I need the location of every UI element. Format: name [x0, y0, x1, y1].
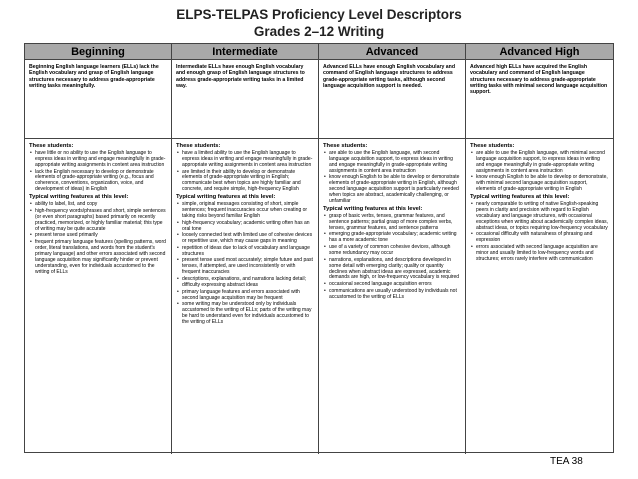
list-item: • high-frequency words/phrases and short, simple sentences (or even short paragraphs) based primarily on recently practiced, memorized, or highly familiar material; this type of writing may be quite accurate [35, 209, 167, 233]
list-item: • occasional second language acquisition errors [329, 282, 461, 288]
students-list [29, 151, 167, 193]
list-item: • errors associated with second language acquisition are minor and usually limited to low-frequency words and structures; errors rarely interfere with communication [476, 245, 609, 263]
list-item: • repetition of ideas due to lack of vocabulary and language structures [182, 246, 314, 258]
students-list [470, 151, 609, 193]
list-item: • have a limited ability to use the English language to express ideas in writing and engage meaningfully in grade-appropriate writing assignments in content area instruction [182, 151, 314, 169]
header-advanced-high: Advanced High [466, 44, 613, 60]
features-heading: Typical writing features at this level: [29, 194, 129, 201]
features-list [29, 202, 167, 275]
list-item: • primary language features and errors associated with second language acquisition may be frequent [182, 290, 314, 302]
list-item: • narrations, explanations, and descriptions developed in some detail with emerging clarity; quality or quantity declines when abstract ideas are expressed, academic demands are high, or low-frequency vocabulary is required [329, 258, 461, 282]
details-advanced [319, 139, 466, 454]
features-heading: Typical writing features at this level: [470, 194, 570, 201]
proficiency-table [24, 43, 614, 453]
students-heading: These students: [470, 143, 515, 149]
list-item: • present tense used most accurately; simple future and past tenses, if attempted, are used inconsistently or with frequent inaccuracies [182, 258, 314, 276]
page-footer: TEA 38 [550, 456, 583, 467]
details-intermediate [172, 139, 319, 454]
list-item: • lack the English necessary to develop or demonstrate elements of grade-appropriate writing (e.g., focus and coherence, conventions, organization, voice, and development of ideas) in English [35, 170, 167, 194]
description-advanced-high: Advanced high ELLs have acquired the English vocabulary and command of English language structures necessary to address grade-appropriate writing tasks with minimal second language acquisition support. [466, 60, 613, 139]
details-advanced-high [466, 139, 613, 454]
description-beginning: Beginning English language learners (ELLs) lack the English vocabulary and grasp of English language structures necessary to address grade-appropriate writing tasks meaningfully. [25, 60, 172, 139]
features-list [176, 202, 314, 326]
list-item: • nearly comparable to writing of native English-speaking peers in clarity and precision with regard to English vocabulary and language structures, with occasional exceptions when writing about academically complex ideas, abstract ideas, or topics requiring low-frequency vocabulary [476, 202, 609, 232]
header-intermediate: Intermediate [172, 44, 319, 60]
list-item: • ability to label, list, and copy [35, 202, 167, 208]
list-item: • are able to use the English language, with second language acquisition support, to express ideas in writing and engage meaningfully in grade-appropriate writing assignments in content area instruction [329, 151, 461, 175]
students-heading: These students: [176, 143, 221, 149]
header-advanced: Advanced [319, 44, 466, 60]
features-list [470, 202, 609, 263]
list-item: • high-frequency vocabulary; academic writing often has an oral tone [182, 221, 314, 233]
list-item: • some writing may be understood only by individuals accustomed to the writing of ELLs; parts of the writing may be hard to understand even for individuals accustomed to the writing of ELLs [182, 302, 314, 326]
list-item: • descriptions, explanations, and narrations lacking detail; difficulty expressing abstract ideas [182, 277, 314, 289]
features-heading: Typical writing features at this level: [176, 194, 276, 201]
list-item: • occasional difficulty with naturalness of phrasing and expression [476, 232, 609, 244]
details-beginning [25, 139, 172, 454]
list-item: • are limited in their ability to develop or demonstrate elements of grade-appropriate writing in English; communicate best when topics are highly familiar and concrete, and require simple, high-frequency English [182, 170, 314, 194]
list-item: • loosely connected text with limited use of cohesive devices or repetitive use, which may cause gaps in meaning [182, 233, 314, 245]
students-heading: These students: [323, 143, 368, 149]
features-heading: Typical writing features at this level: [323, 205, 423, 212]
list-item: • simple, original messages consisting of short, simple sentences; frequent inaccuracies occur when creating or taking risks beyond familiar English [182, 202, 314, 220]
description-advanced: Advanced ELLs have enough English vocabulary and command of English language structures to address grade-appropriate writing tasks, although second language acquisition support is needed. [319, 60, 466, 139]
list-item: • use of a variety of common cohesive devices, although some redundancy may occur [329, 245, 461, 257]
header-beginning: Beginning [25, 44, 172, 60]
document-title: ELPS-TELPAS Proficiency Level Descriptors [176, 7, 462, 22]
document-subtitle: Grades 2–12 Writing [253, 24, 385, 39]
list-item: • have little or no ability to use the English language to express ideas in writing and engage meaningfully in grade-appropriate writing assignments in content area instruction [35, 151, 167, 169]
description-intermediate: Intermediate ELLs have enough English vocabulary and enough grasp of English language structures to address grade-appropriate writing tasks in a limited way. [172, 60, 319, 139]
list-item: • communications are usually understood by individuals not accustomed to the writing of ELLs [329, 289, 461, 301]
list-item: • frequent primary language features (spelling patterns, word order, literal translations, and words from the student's primary language) and other errors associated with second language acquisition may significantly hinder or prevent understanding, even for individuals accustomed to the writing of ELLs [35, 240, 167, 275]
list-item: • grasp of basic verbs, tenses, grammar features, and sentence patterns; partial grasp of more complex verbs, tenses, grammar features, and sentence patterns [329, 214, 461, 232]
students-list [176, 151, 314, 193]
list-item: • are able to use the English language, with minimal second language acquisition support, to express ideas in writing and engage meaningfully in grade-appropriate writing assignments in content area instruction [476, 151, 609, 175]
list-item: • know enough English to be able to develop or demonstrate, with minimal second language acquisition support, elements of grade-appropriate writing in English [476, 175, 609, 193]
students-heading: These students: [29, 143, 74, 149]
features-list [323, 214, 461, 301]
list-item: • know enough English to be able to develop or demonstrate elements of grade-appropriate writing in English, although second language acquisition support is particularly needed when topics are abstract, academically challenging, or unfamiliar [329, 175, 461, 205]
list-item: • present tense used primarily [35, 233, 167, 239]
students-list [323, 151, 461, 205]
list-item: • emerging grade-appropriate vocabulary; academic writing has a more academic tone [329, 232, 461, 244]
